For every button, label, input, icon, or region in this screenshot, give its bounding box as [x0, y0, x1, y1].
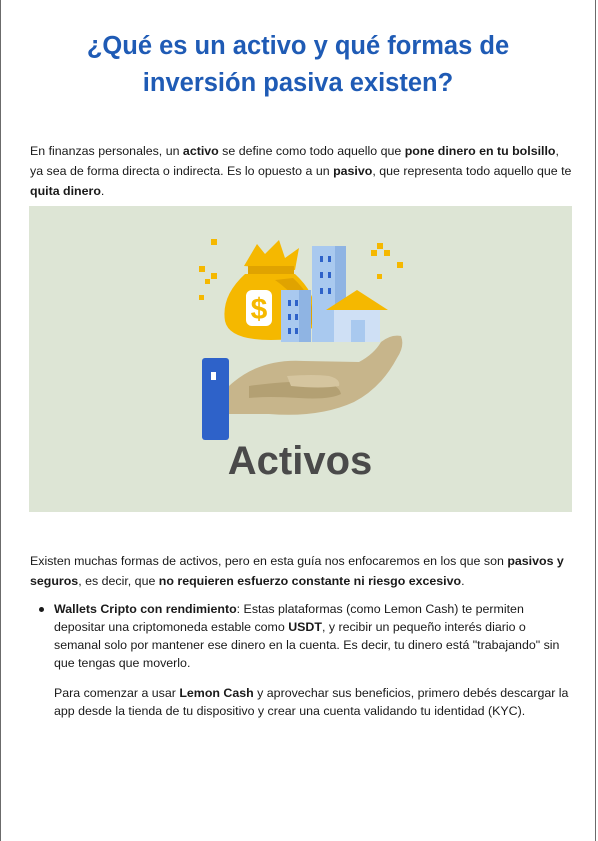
bullet-list	[30, 600, 575, 672]
text: : Estas plataformas (como Lemon Cash) te permiten depositar una criptomoneda estable como	[54, 602, 524, 634]
text: y aprovechar sus beneficios, primero debés descargar la app desde la tienda de tu dispositivo y crear una cuenta validando tu identidad (KYC).	[54, 686, 569, 718]
bold-usdt: USDT	[288, 620, 322, 634]
text: Existen muchas formas de activos, pero en esta guía nos enfocaremos en los que son	[30, 554, 508, 568]
bold-pasivo: pasivo	[333, 164, 373, 178]
bold-pasivos-seguros: pasivos y seguros	[30, 554, 564, 588]
text: , ya sea de forma directa o indirecta. Es lo opuesto a un	[30, 144, 559, 178]
dollar-sign: $	[250, 293, 268, 326]
hand-icon	[229, 336, 402, 415]
bold-no-requieren: no requieren esfuerzo constante ni riesgo excesivo	[158, 574, 462, 588]
bold-quita-dinero: quita dinero	[30, 184, 101, 198]
lemon-cash-paragraph	[54, 684, 575, 720]
activos-illustration-svg	[29, 206, 572, 512]
text: , que representa todo aquello que te	[372, 164, 572, 178]
activos-illustration	[29, 206, 572, 512]
bullet-dot-icon	[39, 607, 44, 612]
intro-paragraph	[30, 141, 575, 201]
building-mid-icon	[281, 290, 311, 342]
bold-lemon-cash: Lemon Cash	[179, 686, 254, 700]
list-item	[30, 600, 575, 672]
text: se define como todo aquello que	[218, 144, 405, 158]
bold-wallets-cripto: Wallets Cripto con rendimiento	[54, 602, 237, 616]
sparkle-left-icon	[199, 239, 217, 300]
text: .	[461, 574, 465, 588]
text: .	[100, 184, 105, 198]
text: , es decir, que	[78, 574, 159, 588]
sleeve-cuff-icon	[202, 358, 229, 440]
bold-pone-dinero: pone dinero en tu bolsillo	[404, 144, 556, 158]
bold-activo: activo	[182, 144, 219, 158]
text: , y recibir un pequeño interés diario o semanal solo por mantener ese dinero en la cuenta. Es decir, tu dinero está "trabajando" sin que tengas que moverlo.	[54, 620, 560, 670]
text: Para comenzar a usar	[54, 686, 180, 700]
sparkle-right-icon	[371, 243, 403, 279]
illustration-caption: Activos	[227, 439, 373, 483]
text: En finanzas personales, un	[30, 144, 183, 158]
second-paragraph	[30, 551, 575, 591]
page-title: ¿Qué es un activo y qué formas de inversión pasiva existen?	[86, 32, 510, 97]
